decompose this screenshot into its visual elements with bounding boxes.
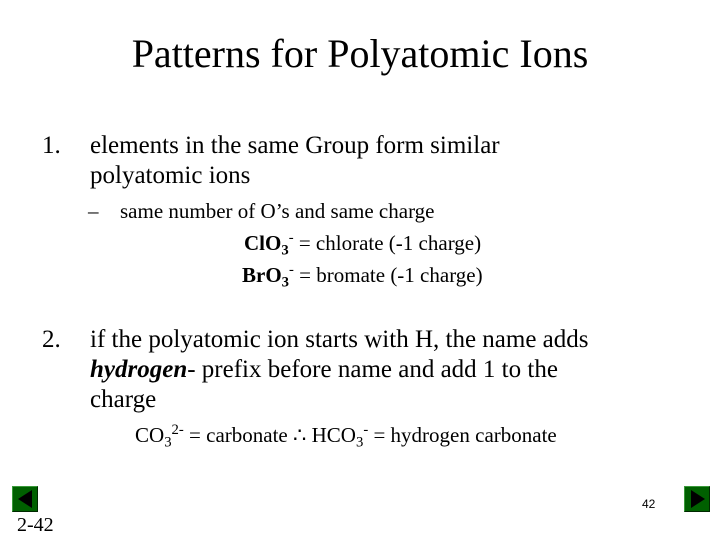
next-slide-button[interactable]	[684, 486, 710, 512]
hydrogen-emphasis: hydrogen	[90, 356, 188, 383]
bromate-charge: -	[289, 261, 294, 278]
slide-title: Patterns for Polyatomic Ions	[131, 31, 589, 76]
item-2-number: 2.	[42, 326, 61, 353]
carbonate-formula: CO	[135, 423, 165, 447]
triangle-left-icon	[18, 490, 32, 508]
chlorate-formula: ClO	[244, 231, 282, 255]
item-2-line-3: charge	[90, 386, 157, 413]
triangle-right-icon	[691, 490, 705, 508]
bromate-text: = bromate (-1 charge)	[293, 263, 483, 287]
chlorate-subscript: 3	[281, 242, 289, 259]
bromate-subscript: 3	[281, 274, 290, 291]
example-chlorate	[244, 229, 482, 259]
page-number: 42	[642, 497, 656, 511]
example-carbonate	[135, 421, 557, 451]
item-1-number: 1.	[42, 132, 61, 159]
item-2-line-2-rest: - prefix before name and add 1 to the	[187, 356, 558, 383]
chlorate-charge: -	[288, 229, 294, 246]
hydrogen-carbonate-formula: HCO	[306, 423, 356, 447]
hydrogen-carbonate-charge: -	[363, 421, 369, 438]
previous-slide-button[interactable]	[12, 486, 38, 512]
item-2-line-1: if the polyatomic ion starts with H, the name adds	[90, 326, 589, 353]
hydrogen-carbonate-text: = hydrogen carbonate	[368, 423, 557, 447]
slide-id: 2-42	[17, 514, 54, 536]
item-2-line-2	[90, 355, 558, 385]
therefore-symbol: ∴	[293, 423, 307, 447]
item-1-line-2: polyatomic ions	[90, 162, 251, 189]
chlorate-text: = chlorate (-1 charge)	[293, 231, 482, 255]
example-bromate	[242, 261, 483, 291]
carbonate-subscript: 3	[164, 434, 172, 451]
sub-bullet-dash: –	[88, 199, 99, 223]
item-1-line-1: elements in the same Group form similar	[90, 132, 500, 159]
carbonate-text: = carbonate	[183, 423, 293, 447]
bromate-formula: BrO	[242, 263, 282, 287]
carbonate-charge: 2-	[171, 421, 184, 438]
hydrogen-carbonate-subscript: 3	[355, 434, 364, 451]
sub-bullet-text: same number of O’s and same charge	[120, 199, 435, 223]
